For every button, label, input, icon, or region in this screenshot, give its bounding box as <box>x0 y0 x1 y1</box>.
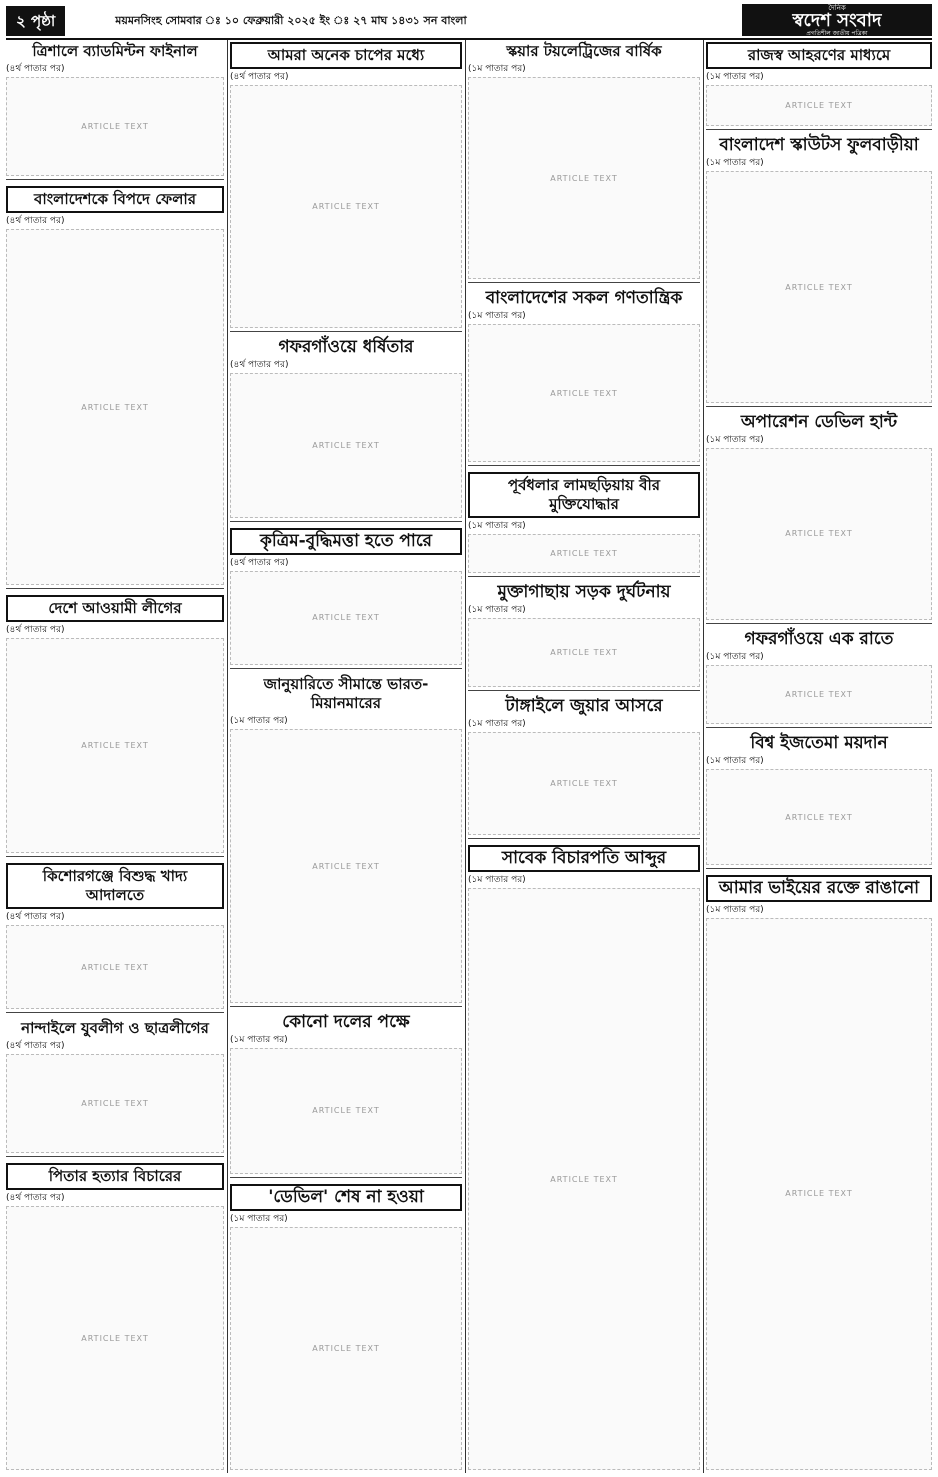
story-body-placeholder: ARTICLE TEXT <box>468 324 700 462</box>
column-divider <box>227 40 228 1473</box>
story-slug: (৪র্থ পাতার পর) <box>230 360 289 371</box>
story-slug: (১ম পাতার পর) <box>706 72 764 82</box>
story-father-murder-trial <box>6 1161 224 1473</box>
story-border-seizure <box>230 673 462 1007</box>
story-gafargaon-victim <box>230 336 462 521</box>
story-headline: আমরা অনেক চাপের মধ্যে <box>230 42 462 69</box>
story-headline: গফরগাঁওয়ে এক রাতে <box>744 628 894 649</box>
story-bangladesh-danger <box>6 184 224 590</box>
story-body-placeholder: ARTICLE TEXT <box>6 1054 224 1153</box>
story-artificial-intelligence <box>230 526 462 669</box>
story-headline: স্কয়ার টয়লেট্রিজের বার্ষিক <box>506 42 662 60</box>
story-slug: (১ম পাতার পর) <box>706 158 764 169</box>
story-headline: পূর্বধলার লামছড়িয়ায় বীর মুক্তিযোদ্ধার <box>468 472 700 518</box>
masthead-name: স্বদেশ সংবাদ <box>792 9 882 31</box>
story-body-placeholder: ARTICLE TEXT <box>468 77 700 279</box>
story-slug: (১ম পাতার পর) <box>468 718 526 729</box>
story-body-placeholder: ARTICLE TEXT <box>6 1206 224 1470</box>
story-awami-league <box>6 593 224 856</box>
story-democratic-forces <box>468 287 700 466</box>
story-operation-devil-hunt <box>706 411 932 624</box>
dateline: ময়মনসিংহ সোমবার ঃ ১০ ফেব্রুয়ারী ২০২৫ ইং ঃ ২৭ মাঘ ১৪৩১ সন বাংলা <box>115 13 467 27</box>
story-slug: (১ম পাতার পর) <box>468 64 526 74</box>
story-slug: (৪র্থ পাতার পর) <box>230 72 289 82</box>
story-slug: (১ম পাতার পর) <box>468 520 526 531</box>
story-body-placeholder: ARTICLE TEXT <box>468 732 700 836</box>
story-headline: মুক্তাগাছায় সড়ক দুর্ঘটনায় <box>497 581 671 602</box>
story-slug: (১ম পাতার পর) <box>230 1035 288 1046</box>
story-headline: টাঙ্গাইলে জুয়ার আসরে <box>505 695 663 716</box>
story-body-placeholder: ARTICLE TEXT <box>230 571 462 665</box>
story-body-placeholder: ARTICLE TEXT <box>706 918 932 1470</box>
story-body-placeholder: ARTICLE TEXT <box>230 729 462 1003</box>
story-no-party-side <box>230 1011 462 1178</box>
page-number-badge: ২ পৃষ্ঠা <box>6 6 65 36</box>
story-headline: সাবেক বিচারপতি আব্দুর <box>468 845 700 872</box>
story-slug: (৪র্থ পাতার পর) <box>6 1041 65 1052</box>
story-slug: (৪র্থ পাতার পর) <box>230 557 289 568</box>
story-slug: (১ম পাতার পর) <box>706 756 764 767</box>
story-headline: কৃত্রিম-বুদ্ধিমত্তা হতে পারে <box>230 528 462 555</box>
story-slug: (১ম পাতার পর) <box>230 1213 288 1224</box>
masthead <box>742 4 932 36</box>
story-headline: অপারেশন ডেভিল হান্ট <box>740 411 898 432</box>
story-under-pressure <box>230 40 462 332</box>
story-slug: (১ম পাতার পর) <box>468 604 526 615</box>
column-2 <box>230 40 462 1473</box>
story-body-placeholder: ARTICLE TEXT <box>6 229 224 586</box>
story-headline: বিশ্ব ইজতেমা ময়দান <box>750 733 888 754</box>
story-devil-not-finished <box>230 1182 462 1473</box>
story-headline: বাংলাদেশ স্কাউটস ফুলবাড়ীয়া <box>719 135 919 156</box>
story-body-placeholder: ARTICLE TEXT <box>468 618 700 687</box>
story-headline: গফরগাঁওয়ে ধর্ষিতার <box>278 337 414 358</box>
story-tangail-gambling <box>468 695 700 840</box>
story-slug: (৪র্থ পাতার পর) <box>6 1193 65 1204</box>
story-slug: (৪র্থ পাতার পর) <box>6 625 65 636</box>
story-nandail-jubo-league <box>6 1017 224 1157</box>
story-headline: বাংলাদেশকে বিপদে ফেলার <box>6 186 224 213</box>
story-slug: (৪র্থ পাতার পর) <box>6 911 65 922</box>
story-scouts-fulbaria <box>706 134 932 407</box>
story-body-placeholder: ARTICLE TEXT <box>706 171 932 403</box>
story-body-placeholder: ARTICLE TEXT <box>6 638 224 852</box>
story-headline: রাজস্ব আহরণের মাধ্যমে <box>706 42 932 69</box>
story-headline: কিশোরগঞ্জে বিশুদ্ধ খাদ্য আদালতে <box>6 863 224 909</box>
story-headline: 'ডেভিল' শেষ না হওয়া <box>230 1184 462 1211</box>
story-bishwa-ijtema <box>706 732 932 869</box>
masthead-top: দৈনিক <box>828 3 846 12</box>
story-kishoreganj-food-court <box>6 861 224 1013</box>
column-1 <box>6 40 224 1473</box>
story-brothers-blood <box>706 873 932 1473</box>
story-body-placeholder: ARTICLE TEXT <box>706 665 932 724</box>
story-headline: কোনো দলের পক্ষে <box>282 1012 410 1033</box>
story-body-placeholder: ARTICLE TEXT <box>230 1227 462 1470</box>
column-4 <box>706 40 932 1473</box>
story-slug: (৪র্থ পাতার পর) <box>6 64 65 74</box>
story-headline: আমার ভাইয়ের রক্তে রাঙানো <box>706 875 932 902</box>
story-freedom-fighter <box>468 470 700 577</box>
masthead-tagline: প্রগতিশীল জাতীয় পত্রিকা <box>806 29 868 37</box>
columns-area <box>6 40 932 1473</box>
story-headline: নান্দাইলে যুবলীগ ও ছাত্রলীগের <box>21 1019 209 1038</box>
story-slug: (১ম পাতার পর) <box>706 434 764 445</box>
story-headline: বাংলাদেশের সকল গণতান্ত্রিক <box>485 288 683 309</box>
story-headline: জানুয়ারিতে সীমান্তে ভারত-মিয়ানমারের <box>263 675 429 712</box>
story-body-placeholder: ARTICLE TEXT <box>706 448 932 620</box>
page-header <box>6 4 932 40</box>
story-headline: পিতার হত্যার বিচারের <box>6 1163 224 1190</box>
story-body-placeholder: ARTICLE TEXT <box>468 534 700 573</box>
column-divider <box>465 40 466 1473</box>
story-slug: (১ম পাতার পর) <box>230 716 288 726</box>
story-body-placeholder: ARTICLE TEXT <box>6 77 224 176</box>
story-slug: (১ম পাতার পর) <box>468 875 526 886</box>
story-badminton-final <box>6 40 224 180</box>
story-body-placeholder: ARTICLE TEXT <box>6 925 224 1009</box>
story-former-justice <box>468 843 700 1473</box>
story-slug: (১ম পাতার পর) <box>468 311 526 322</box>
column-divider <box>703 40 704 1473</box>
story-muktagachha-accident <box>468 581 700 691</box>
story-body-placeholder: ARTICLE TEXT <box>468 888 700 1470</box>
story-body-placeholder: ARTICLE TEXT <box>230 1048 462 1174</box>
story-body-placeholder: ARTICLE TEXT <box>706 769 932 865</box>
story-revenue-collection <box>706 40 932 130</box>
story-body-placeholder: ARTICLE TEXT <box>230 85 462 328</box>
story-square-toiletries <box>468 40 700 283</box>
story-gafargaon-one-night <box>706 628 932 728</box>
column-3 <box>468 40 700 1473</box>
story-headline: দেশে আওয়ামী লীগের <box>6 595 224 622</box>
story-slug: (১ম পাতার পর) <box>706 651 764 662</box>
story-slug: (৪র্থ পাতার পর) <box>6 215 65 226</box>
story-body-placeholder: ARTICLE TEXT <box>230 373 462 517</box>
story-body-placeholder: ARTICLE TEXT <box>706 85 932 126</box>
story-slug: (১ম পাতার পর) <box>706 904 764 915</box>
story-headline: ত্রিশালে ব্যাডমিন্টন ফাইনাল <box>32 42 198 60</box>
